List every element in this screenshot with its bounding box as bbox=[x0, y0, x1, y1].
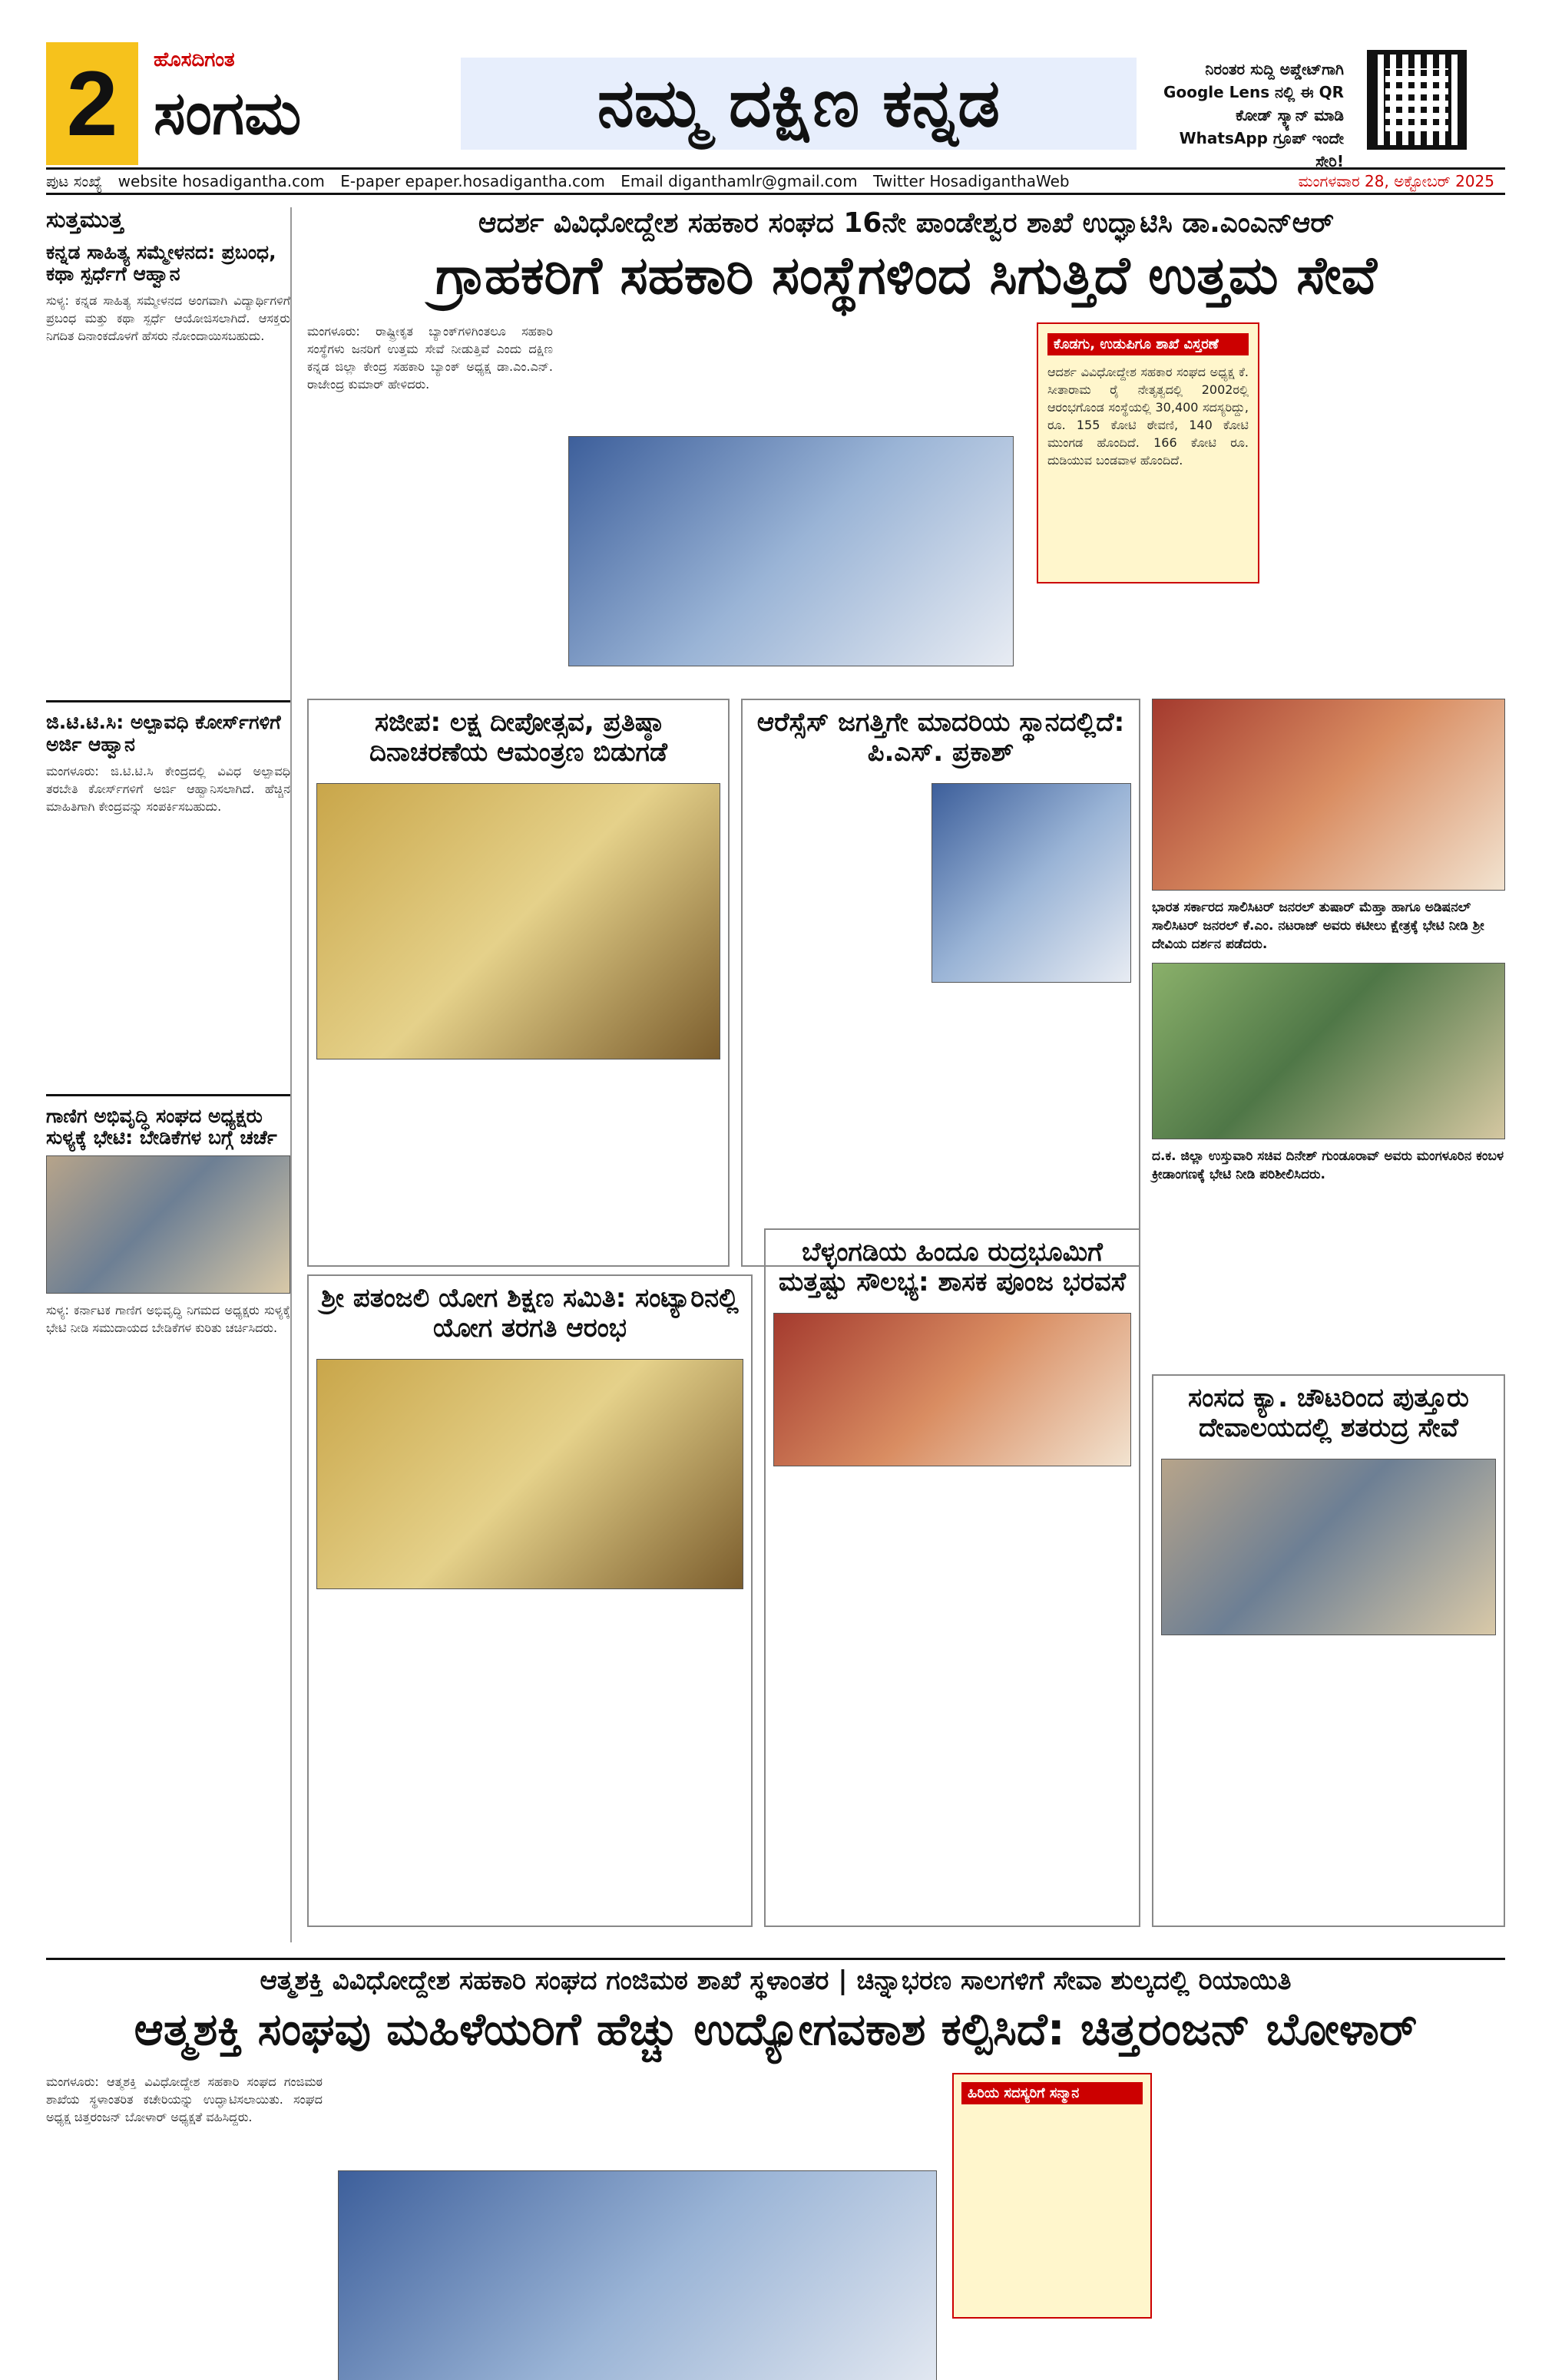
qr-caption: ನಿರಂತರ ಸುದ್ದಿ ಅಪ್ಡೇಟ್‌ಗಾಗಿ Google Lens ನಲ್ಲಿ ಈ QR ಕೋಡ್ ಸ್ಕ್ಯಾನ್ ಮಾಡಿ WhatsApp ಗ್ರೂಪ್ ಇಂದೇ ಸೇರಿ! bbox=[1163, 60, 1344, 170]
story-photo bbox=[1152, 963, 1505, 1139]
divider bbox=[46, 1958, 1505, 1960]
email-link[interactable]: Email diganthamlr@gmail.com bbox=[620, 172, 858, 190]
headline-3: ಗಾಣಿಗ ಅಭಿವೃದ್ಧಿ ಸಂಘದ ಅಧ್ಯಕ್ಷರು ಸುಳ್ಯಕ್ಕೆ ಭೇಟಿ: ಬೇಡಿಕೆಗಳ ಬಗ್ಗೆ ಚರ್ಚೆ bbox=[46, 1104, 277, 1149]
brand-large: ಸಂಗಮ bbox=[154, 79, 302, 148]
story-photo bbox=[773, 1313, 1131, 1466]
section-label: ಸುತ್ತಮುತ್ತ bbox=[46, 207, 124, 233]
story-putturu bbox=[1152, 1374, 1505, 1927]
page-number: 2 bbox=[46, 42, 138, 165]
headline: ಸಂಸದ ಕ್ಯಾ. ಚೌಟರಿಂದ ಪುತ್ತೂರು ದೇವಾಲಯದಲ್ಲಿ ಶತರುದ್ರ ಸೇವೆ bbox=[1188, 1383, 1469, 1444]
lead-box bbox=[1037, 322, 1259, 583]
photo-caption: ದ.ಕ. ಜಿಲ್ಲಾ ಉಸ್ತುವಾರಿ ಸಚಿವ ದಿನೇಶ್ ಗುಂಡೂರಾವ್ ಅವರು ಮಂಗಳೂರಿನ ಕಂಬಳ ಕ್ರೀಡಾಂಗಣಕ್ಕೆ ಭೇಟಿ ನೀಡಿ ಪರಿಶೀಲಿಸಿದರು. bbox=[1152, 1149, 1504, 1182]
bottom-body: ಮಂಗಳೂರು: ಆತ್ಮಶಕ್ತಿ ವಿವಿಧೋದ್ದೇಶ ಸಹಕಾರಿ ಸಂಘದ ಗಂಜಿಮಠ ಶಾಖೆಯ ಸ್ಥಳಾಂತರಿತ ಕಚೇರಿಯನ್ನು ಉದ್ಘಾಟಿಸಲಾಯಿತು. ಸಂಘದ ಅಧ್ಯಕ್ಷ ಚಿತ್ತರಂಜನ್ ಬೋಳಾರ್ ಅಧ್ಯಕ್ಷತೆ ವಹಿಸಿದ್ದರು. bbox=[46, 2074, 323, 2124]
bottom-headline: ಆತ್ಮಶಕ್ತಿ ಸಂಘವು ಮಹಿಳೆಯರಿಗೆ ಹೆಚ್ಚು ಉದ್ಯೋಗವಕಾಶ ಕಲ್ಪಿಸಿದೆ: ಚಿತ್ತರಂಜನ್ ಬೋಳಾರ್ bbox=[134, 2003, 1418, 2056]
lead-kicker: ಆದರ್ಶ ವಿವಿಧೋದ್ದೇಶ ಸಹಕಾರ ಸಂಘದ 16ನೇ ಪಾಂಡೇಶ್ವರ ಶಾಖೆ ಉದ್ಘಾಟಿಸಿ ಡಾ.ಎಂಎನ್‌ಆರ್ bbox=[478, 207, 1335, 239]
masthead bbox=[46, 42, 1505, 170]
brand-small: ಹೊಸದಿಗಂತ bbox=[154, 48, 235, 71]
headline-2: ಜಿ.ಟಿ.ಟಿ.ಸಿ: ಅಲ್ಪಾವಧಿ ಕೋರ್ಸ್‌ಗಳಿಗೆ ಅರ್ಜಿ ಆಹ್ವಾನ bbox=[46, 711, 281, 755]
headline: ಶ್ರೀ ಪತಂಜಲಿ ಯೋಗ ಶಿಕ್ಷಣ ಸಮಿತಿ: ಸಂಟ್ಯಾರಿನಲ್ಲಿ ಯೋಗ ತರಗತಿ ಆರಂಭ bbox=[321, 1283, 739, 1344]
epaper-link[interactable]: E-paper epaper.hosadigantha.com bbox=[340, 172, 605, 190]
story-photo bbox=[1161, 1459, 1496, 1635]
lead-story bbox=[307, 207, 1505, 699]
story-photo bbox=[316, 1359, 743, 1589]
story-photo bbox=[1152, 699, 1505, 891]
story-deepotsava bbox=[307, 699, 730, 1267]
box-title: ಹಿರಿಯ ಸದಸ್ಯರಿಗೆ ಸನ್ಮಾನ bbox=[961, 2082, 1143, 2104]
bottom-box bbox=[952, 2073, 1152, 2319]
headline: ಸಜೀಪ: ಲಕ್ಷ ದೀಪೋತ್ಸವ, ಪ್ರತಿಷ್ಠಾ ದಿನಾಚರಣೆಯ ಆಮಂತ್ರಣ ಬಿಡುಗಡೆ bbox=[369, 707, 667, 769]
bottom-kicker: ಆತ್ಮಶಕ್ತಿ ವಿವಿಧೋದ್ದೇಶ ಸಹಕಾರಿ ಸಂಘದ ಗಂಜಿಮಠ ಶಾಖೆ ಸ್ಥಳಾಂತರ | ಚಿನ್ನಾಭರಣ ಸಾಲಗಳಿಗೆ ಸೇವಾ ಶುಲ್ಕದಲ್ಲಿ ರಿಯಾಯಿತಿ bbox=[260, 1965, 1292, 1996]
box-body: ಆದರ್ಶ ವಿವಿಧೋದ್ದೇಶ ಸಹಕಾರ ಸಂಘದ ಅಧ್ಯಕ್ಷ ಕೆ. ಸೀತಾರಾಮ ರೈ ನೇತೃತ್ವದಲ್ಲಿ 2002ರಲ್ಲಿ ಆರಂಭಗೊಂಡ ಸಂಸ್ಥೆಯಲ್ಲಿ 30,400 ಸದಸ್ಯರಿದ್ದು, ರೂ. 155 ಕೋಟಿ ಠೇವಣಿ, 140 ಕೋಟಿ ಮುಂಗಡ ಹೊಂದಿದೆ. 166 ಕೋಟಿ ರೂ. ದುಡಿಯುವ ಬಂಡವಾಳ ಹೊಂದಿದೆ. bbox=[1047, 365, 1249, 468]
info-bar bbox=[46, 167, 1505, 195]
bottom-story bbox=[46, 1958, 1505, 2334]
headline: ಆರೆಸ್ಸೆಸ್ ಜಗತ್ತಿಗೇ ಮಾದರಿಯ ಸ್ಥಾನದಲ್ಲಿದೆ: ಪಿ.ಎಸ್. ಪ್ರಕಾಶ್ bbox=[756, 707, 1125, 769]
headline-1: ಕನ್ನಡ ಸಾಹಿತ್ಯ ಸಮ್ಮೇಳನದ: ಪ್ರಬಂಧ, ಕಥಾ ಸ್ಪರ್ಧೆಗೆ ಆಹ್ವಾನ bbox=[46, 240, 276, 286]
story-3: ಸುಳ್ಯ: ಕರ್ನಾಟಕ ಗಾಣಿಗ ಅಭಿವೃದ್ಧಿ ನಿಗಮದ ಅಧ್ಯಕ್ಷರು ಸುಳ್ಯಕ್ಕೆ ಭೇಟಿ ನೀಡಿ ಸಮುದಾಯದ ಬೇಡಿಕೆಗಳ ಕುರಿತು ಚರ್ಚಿಸಿದರು. bbox=[46, 1303, 290, 1335]
website-link[interactable]: website hosadigantha.com bbox=[117, 172, 325, 190]
story-rss bbox=[741, 699, 1140, 1267]
box-title: ಕೊಡಗು, ಉಡುಪಿಗೂ ಶಾಖೆ ವಿಸ್ತರಣೆ bbox=[1047, 333, 1249, 355]
bottom-photo bbox=[338, 2170, 937, 2380]
headline: ಬೆಳ್ಳಂಗಡಿಯ ಹಿಂದೂ ರುದ್ರಭೂಮಿಗೆ ಮತ್ತಷ್ಟು ಸೌಲಭ್ಯ: ಶಾಸಕ ಪೂಂಜ ಭರವಸೆ bbox=[778, 1237, 1127, 1298]
lead-photo bbox=[568, 436, 1014, 666]
photo-caption: ಭಾರತ ಸರ್ಕಾರದ ಸಾಲಿಸಿಟರ್ ಜನರಲ್ ತುಷಾರ್ ಮೆಹ್ತಾ ಹಾಗೂ ಅಡಿಷನಲ್ ಸಾಲಿಸಿಟರ್ ಜನರಲ್ ಕೆ.ಎಂ. ನಟರಾಜ್ ಅವರು ಕಟೀಲು ಕ್ಷೇತ್ರಕ್ಕೆ ಭೇಟಿ ನೀಡಿ ಶ್ರೀ ದೇವಿಯ ದರ್ಶನ ಪಡೆದರು. bbox=[1152, 900, 1484, 952]
issue-date: ಮಂಗಳವಾರ 28, ಅಕ್ಟೋಬರ್ 2025 bbox=[1298, 172, 1494, 190]
story-photo bbox=[316, 783, 720, 1059]
twitter-link[interactable]: Twitter HosadiganthaWeb bbox=[873, 172, 1070, 190]
divider bbox=[46, 1094, 290, 1096]
page-label: ಪುಟ ಸಂಖ್ಯೆ bbox=[46, 172, 103, 190]
story-2: ಮಂಗಳೂರು: ಜಿ.ಟಿ.ಟಿ.ಸಿ ಕೇಂದ್ರದಲ್ಲಿ ವಿವಿಧ ಅಲ್ಪಾವಧಿ ತರಬೇತಿ ಕೋರ್ಸ್‌ಗಳಿಗೆ ಅರ್ಜಿ ಆಹ್ವಾನಿಸಲಾಗಿದೆ. ಹೆಚ್ಚಿನ ಮಾಹಿತಿಗಾಗಿ ಕೇಂದ್ರವನ್ನು ಸಂಪರ್ಕಿಸಬಹುದು. bbox=[46, 763, 290, 814]
lead-body: ಮಂಗಳೂರು: ರಾಷ್ಟ್ರೀಕೃತ ಬ್ಯಾಂಕ್‌ಗಳಿಗಿಂತಲೂ ಸಹಕಾರಿ ಸಂಸ್ಥೆಗಳು ಜನರಿಗೆ ಉತ್ತಮ ಸೇವೆ ನೀಡುತ್ತಿವೆ ಎಂದು ದಕ್ಷಿಣ ಕನ್ನಡ ಜಿಲ್ಲಾ ಕೇಂದ್ರ ಸಹಕಾರಿ ಬ್ಯಾಂಕ್ ಅಧ್ಯಕ್ಷ ಡಾ.ಎಂ.ಎನ್. ರಾಜೇಂದ್ರ ಕುಮಾರ್ ಹೇಳಿದರು. bbox=[307, 324, 553, 392]
left-column bbox=[46, 207, 292, 1942]
qr-code-icon[interactable] bbox=[1367, 50, 1467, 150]
photo-story-right bbox=[1152, 699, 1505, 1221]
lead-headline: ಗ್ರಾಹಕರಿಗೆ ಸಹಕಾರಿ ಸಂಸ್ಥೆಗಳಿಂದ ಸಿಗುತ್ತಿದೆ ಉತ್ತಮ ಸೇವೆ bbox=[435, 246, 1378, 307]
story-1: ಸುಳ್ಯ: ಕನ್ನಡ ಸಾಹಿತ್ಯ ಸಮ್ಮೇಳನದ ಅಂಗವಾಗಿ ವಿದ್ಯಾರ್ಥಿಗಳಿಗೆ ಪ್ರಬಂಧ ಮತ್ತು ಕಥಾ ಸ್ಪರ್ಧೆ ಆಯೋಜಿಸಲಾಗಿದೆ. ಆಸಕ್ತರು ನಿಗದಿತ ದಿನಾಂಕದೊಳಗೆ ಹೆಸರು ನೋಂದಾಯಿಸಬಹುದು. bbox=[46, 293, 290, 343]
story-yoga bbox=[307, 1274, 753, 1927]
story-rudrabhumi bbox=[764, 1228, 1140, 1927]
divider bbox=[46, 700, 290, 702]
edition-title: ನಮ್ಮ ದಕ್ಷಿಣ ಕನ್ನಡ bbox=[461, 58, 1137, 150]
news-photo bbox=[46, 1155, 290, 1294]
story-photo bbox=[931, 783, 1131, 983]
